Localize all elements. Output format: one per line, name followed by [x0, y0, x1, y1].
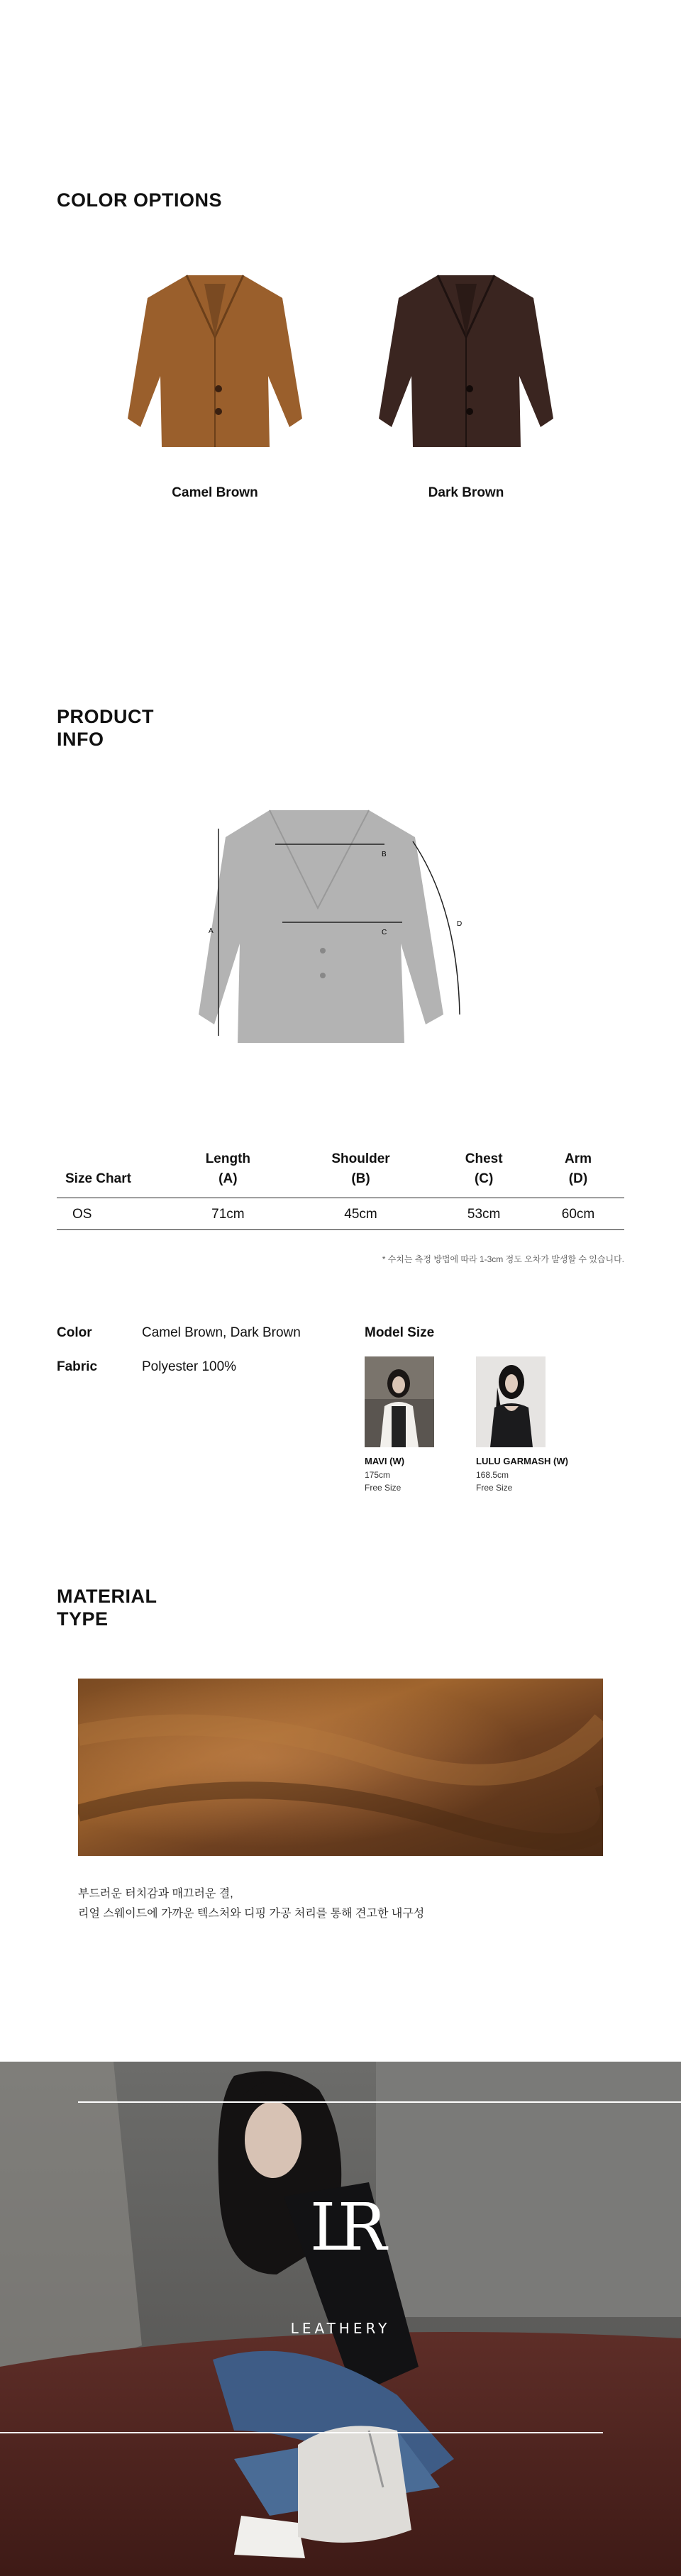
- cell-chest: 53cm: [467, 1207, 501, 1222]
- product-info-title: [57, 705, 154, 751]
- banner-line-top: [78, 2101, 681, 2103]
- brand-monogram-logo: LR: [309, 2189, 372, 2265]
- measurement-diagram: [199, 802, 482, 1050]
- cell-length: 71cm: [211, 1207, 245, 1222]
- color-options-title: COLOR OPTIONS: [57, 189, 223, 211]
- model-height-mavi: 175cm: [365, 1470, 391, 1480]
- color-value: Camel Brown, Dark Brown: [142, 1325, 301, 1340]
- header-shoulder-name: Shoulder: [331, 1151, 390, 1166]
- cell-arm: 60cm: [561, 1207, 595, 1222]
- dark-brown-jacket-image: [370, 270, 562, 461]
- fabric-value: Polyester 100%: [142, 1359, 237, 1374]
- table-row: [57, 1198, 624, 1230]
- material-description-line1: 부드러운 터치감과 매끄러운 결,: [78, 1888, 233, 1900]
- banner-photo: [0, 2062, 681, 2576]
- header-length-code: (A): [218, 1171, 238, 1186]
- header-chest-code: (C): [474, 1171, 494, 1186]
- model-name-mavi: MAVI (W): [365, 1456, 405, 1466]
- product-info-title-line1: PRODUCT: [57, 706, 154, 727]
- size-chart-table: [57, 1149, 624, 1230]
- suede-texture-image: [78, 1679, 603, 1856]
- brand-banner: [0, 2062, 681, 2576]
- swatch-label-camel: Camel Brown: [172, 485, 258, 500]
- product-info-title-line2: INFO: [57, 729, 104, 750]
- size-chart-header: [57, 1149, 170, 1198]
- model-photo-mavi: [365, 1356, 434, 1447]
- header-arm-code: (D): [568, 1171, 588, 1186]
- model-size-title: Model Size: [365, 1325, 435, 1340]
- model-photo-lulu: [476, 1356, 546, 1447]
- camel-brown-jacket-image: [119, 270, 311, 461]
- banner-line-bottom: [0, 2432, 603, 2433]
- material-description-line2: 리얼 스웨이드에 가까운 텍스처와 디핑 가공 처리를 통해 견고한 내구성: [78, 1908, 425, 1920]
- size-chart-title: Size Chart: [65, 1171, 131, 1186]
- header-arm: [532, 1149, 624, 1198]
- cell-size: OS: [72, 1207, 92, 1222]
- model-size-mavi: Free Size: [365, 1483, 402, 1493]
- color-label: Color: [57, 1325, 92, 1340]
- header-arm-name: Arm: [564, 1151, 592, 1166]
- header-length-name: Length: [205, 1151, 251, 1166]
- material-type-title: [57, 1585, 157, 1630]
- header-shoulder-code: (B): [351, 1171, 370, 1186]
- header-chest: [436, 1149, 532, 1198]
- header-shoulder: [286, 1149, 436, 1198]
- material-type-title-line2: TYPE: [57, 1608, 109, 1630]
- diagram-label-c: C: [382, 929, 387, 936]
- size-note: * 수치는 측정 방법에 따라 1-3cm 정도 오차가 발생할 수 있습니다.: [382, 1254, 624, 1264]
- model-name-lulu: LULU GARMASH (W): [476, 1456, 568, 1466]
- swatch-label-dark: Dark Brown: [428, 485, 504, 500]
- diagram-label-a: A: [209, 927, 214, 935]
- cell-shoulder: 45cm: [344, 1207, 377, 1222]
- diagram-label-d: D: [457, 920, 463, 928]
- size-chart-header-row: [57, 1149, 624, 1198]
- model-height-lulu: 168.5cm: [476, 1470, 509, 1480]
- header-chest-name: Chest: [465, 1151, 503, 1166]
- brand-wordmark: LEATHERY: [290, 2320, 391, 2337]
- diagram-label-b: B: [382, 851, 387, 858]
- fabric-label: Fabric: [57, 1359, 98, 1374]
- header-length: [170, 1149, 286, 1198]
- model-size-lulu: Free Size: [476, 1483, 513, 1493]
- material-type-title-line1: MATERIAL: [57, 1586, 157, 1607]
